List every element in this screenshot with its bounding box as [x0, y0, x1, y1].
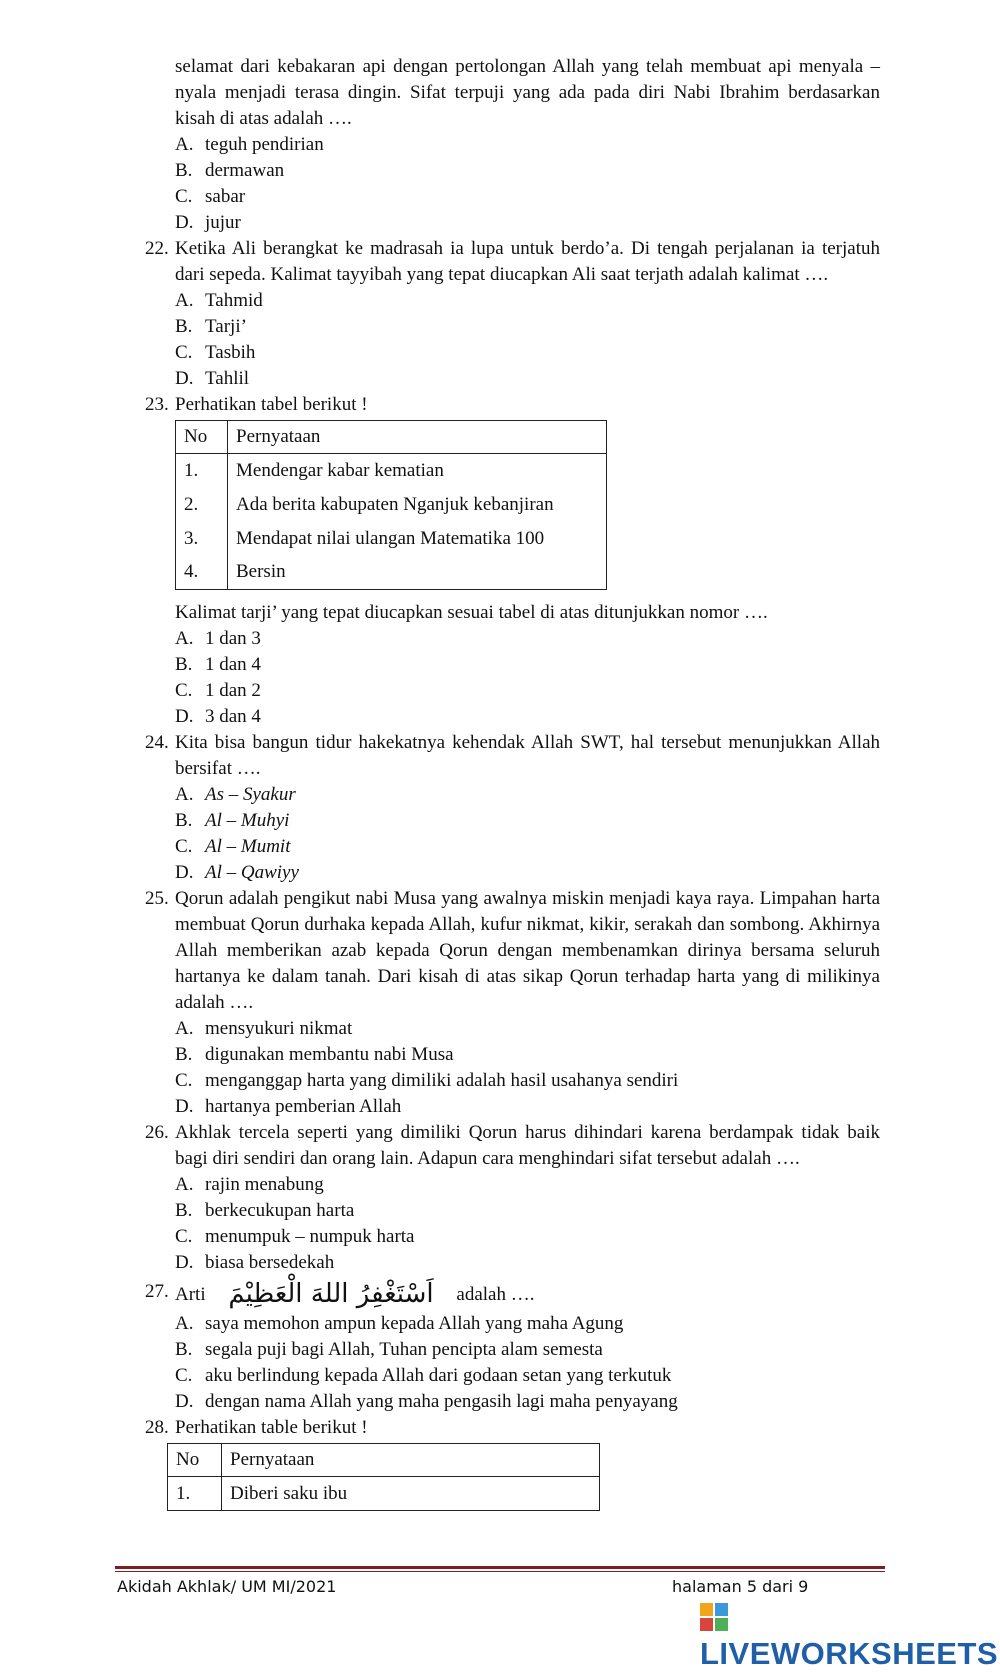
- option: A. teguh pendirian: [175, 134, 324, 155]
- footer-rule-thick: [115, 1566, 885, 1569]
- q21-line: nyala menjadi terasa dingin. Sifat terpuji yang ada pada diri Nabi Ibrahim berdasarkan: [175, 82, 880, 103]
- option: A. rajin menabung: [175, 1174, 324, 1195]
- q26-options: [175, 1172, 415, 1276]
- table-cell: 1.: [168, 1477, 222, 1511]
- question-number: 28.: [145, 1417, 169, 1438]
- option: C. 1 dan 2: [175, 680, 261, 701]
- table-row: [176, 454, 607, 488]
- table-cell: Mendapat nilai ulangan Matematika 100: [236, 527, 545, 549]
- q23-options: [175, 626, 261, 730]
- table-cell: 4.: [176, 556, 228, 590]
- option: D. jujur: [175, 212, 241, 233]
- q21-options: [175, 132, 324, 236]
- liveworksheets-icon: [700, 1603, 728, 1631]
- question-28: [145, 1415, 880, 1441]
- option: A. 1 dan 3: [175, 628, 261, 649]
- question-text: Qorun adalah pengikut nabi Musa yang awalnya miskin menjadi kaya raya. Limpahan harta membuat Qorun durhaka kepada Allah, kufur nikmat, kikir, serakah dan sombong. Akhirnya Allah memberikan azab kepada Qorun dengan membenamkan dirinya bersama seluruh hartanya ke dalam tanah. Dari kisah di atas sikap Qorun terhadap harta yang di milikinya adalah ….: [175, 888, 880, 1013]
- table-header-statement: Pernyataan: [236, 426, 321, 447]
- table-cell: Bersin: [236, 561, 286, 583]
- table-cell: Diberi saku ibu: [230, 1482, 348, 1504]
- arabic-phrase: اَسْتَغْفِرُ اللهَ الْعَظِيْمَ: [228, 1279, 434, 1309]
- question-number: 27.: [145, 1281, 169, 1302]
- table-header-no: No: [168, 1444, 222, 1477]
- question-23: [145, 392, 880, 418]
- option: C. sabar: [175, 186, 246, 207]
- option: B. segala puji bagi Allah, Tuhan pencipta alam semesta: [175, 1339, 603, 1360]
- table-row: [168, 1477, 600, 1511]
- option: D. Tahlil: [175, 368, 250, 389]
- q21-line: selamat dari kebakaran api dengan pertolongan Allah yang telah membuat api menyala –: [175, 56, 880, 77]
- question-text: [175, 1279, 880, 1308]
- option: B. Al – Muhyi: [175, 810, 290, 831]
- q27-options: [175, 1311, 678, 1415]
- table-row: [176, 522, 607, 556]
- brand-name: LIVEWORKSHEETS: [700, 1636, 999, 1671]
- option: C. menganggap harta yang dimiliki adalah hasil usahanya sendiri: [175, 1070, 679, 1091]
- q22-options: [175, 288, 263, 392]
- table-header-statement: Pernyataan: [230, 1449, 315, 1470]
- question-text: Perhatikan tabel berikut !: [175, 394, 368, 415]
- question-number: 24.: [145, 732, 169, 753]
- option: B. berkecukupan harta: [175, 1200, 355, 1221]
- question-text: Perhatikan table berikut !: [175, 1417, 368, 1438]
- option: A. mensyukuri nikmat: [175, 1018, 353, 1039]
- option: D. dengan nama Allah yang maha pengasih lagi maha penyayang: [175, 1391, 678, 1412]
- question-22: [145, 236, 880, 288]
- question-number: 25.: [145, 888, 169, 909]
- option: A. saya memohon ampun kepada Allah yang maha Agung: [175, 1313, 624, 1334]
- option: B. digunakan membantu nabi Musa: [175, 1044, 454, 1065]
- table-cell: Ada berita kabupaten Nganjuk kebanjiran: [236, 493, 554, 515]
- question-26: [145, 1120, 880, 1172]
- option: B. 1 dan 4: [175, 654, 261, 675]
- table-row: [176, 556, 607, 590]
- table-cell: 3.: [176, 522, 228, 556]
- question-27: [145, 1279, 880, 1313]
- table-row: [176, 488, 607, 522]
- table-header-no: No: [176, 421, 228, 454]
- table-cell: 1.: [176, 454, 228, 488]
- question-number: 22.: [145, 238, 169, 259]
- option: C. aku berlindung kepada Allah dari godaan setan yang terkutuk: [175, 1365, 672, 1386]
- question-text: Ketika Ali berangkat ke madrasah ia lupa untuk berdo’a. Di tengah perjalanan ia terjatuh dari sepeda. Kalimat tayyibah yang tepat diucapkan Ali saat terjath adalah kalimat ….: [175, 238, 880, 285]
- question-25: [145, 886, 880, 1016]
- option: B. dermawan: [175, 160, 285, 181]
- question-text: Kita bisa bangun tidur hakekatnya kehendak Allah SWT, hal tersebut menunjukkan Allah bersifat ….: [175, 732, 880, 779]
- table-cell: Mendengar kabar kematian: [236, 459, 444, 481]
- table-cell: 2.: [176, 488, 228, 522]
- option: C. menumpuk – numpuk harta: [175, 1226, 415, 1247]
- option: C. Tasbih: [175, 342, 256, 363]
- option: B. Tarji’: [175, 316, 247, 337]
- question-number: 26.: [145, 1122, 169, 1143]
- option: C. Al – Mumit: [175, 836, 291, 857]
- footer-page-number: halaman 5 dari 9: [672, 1577, 809, 1596]
- q25-options: [175, 1016, 678, 1120]
- question-24: [145, 730, 880, 782]
- q28-table: [167, 1443, 600, 1511]
- q21-line: kisah di atas adalah ….: [175, 108, 352, 129]
- q24-options: [175, 782, 299, 886]
- liveworksheets-logo: [700, 1600, 1000, 1672]
- question-suffix: adalah ….: [456, 1284, 535, 1305]
- q21-text: [175, 54, 880, 132]
- footer-course: Akidah Akhlak/ UM MI/2021: [117, 1577, 337, 1596]
- question-prefix: Arti: [175, 1284, 206, 1305]
- option: D. biasa bersedekah: [175, 1252, 335, 1273]
- option: A. As – Syakur: [175, 784, 296, 805]
- option: D. 3 dan 4: [175, 706, 261, 727]
- q23-table: [175, 420, 607, 590]
- option: D. hartanya pemberian Allah: [175, 1096, 402, 1117]
- footer-rule-thin: [115, 1571, 885, 1572]
- q23-followup: Kalimat tarji’ yang tepat diucapkan sesuai tabel di atas ditunjukkan nomor ….: [175, 602, 768, 623]
- question-number: 23.: [145, 394, 169, 415]
- option: A. Tahmid: [175, 290, 263, 311]
- option: D. Al – Qawiyy: [175, 862, 299, 883]
- question-text: Akhlak tercela seperti yang dimiliki Qorun harus dihindari karena berdampak tidak baik bagi diri sendiri dan orang lain. Adapun cara menghindari sifat tersebut adalah ….: [175, 1122, 880, 1169]
